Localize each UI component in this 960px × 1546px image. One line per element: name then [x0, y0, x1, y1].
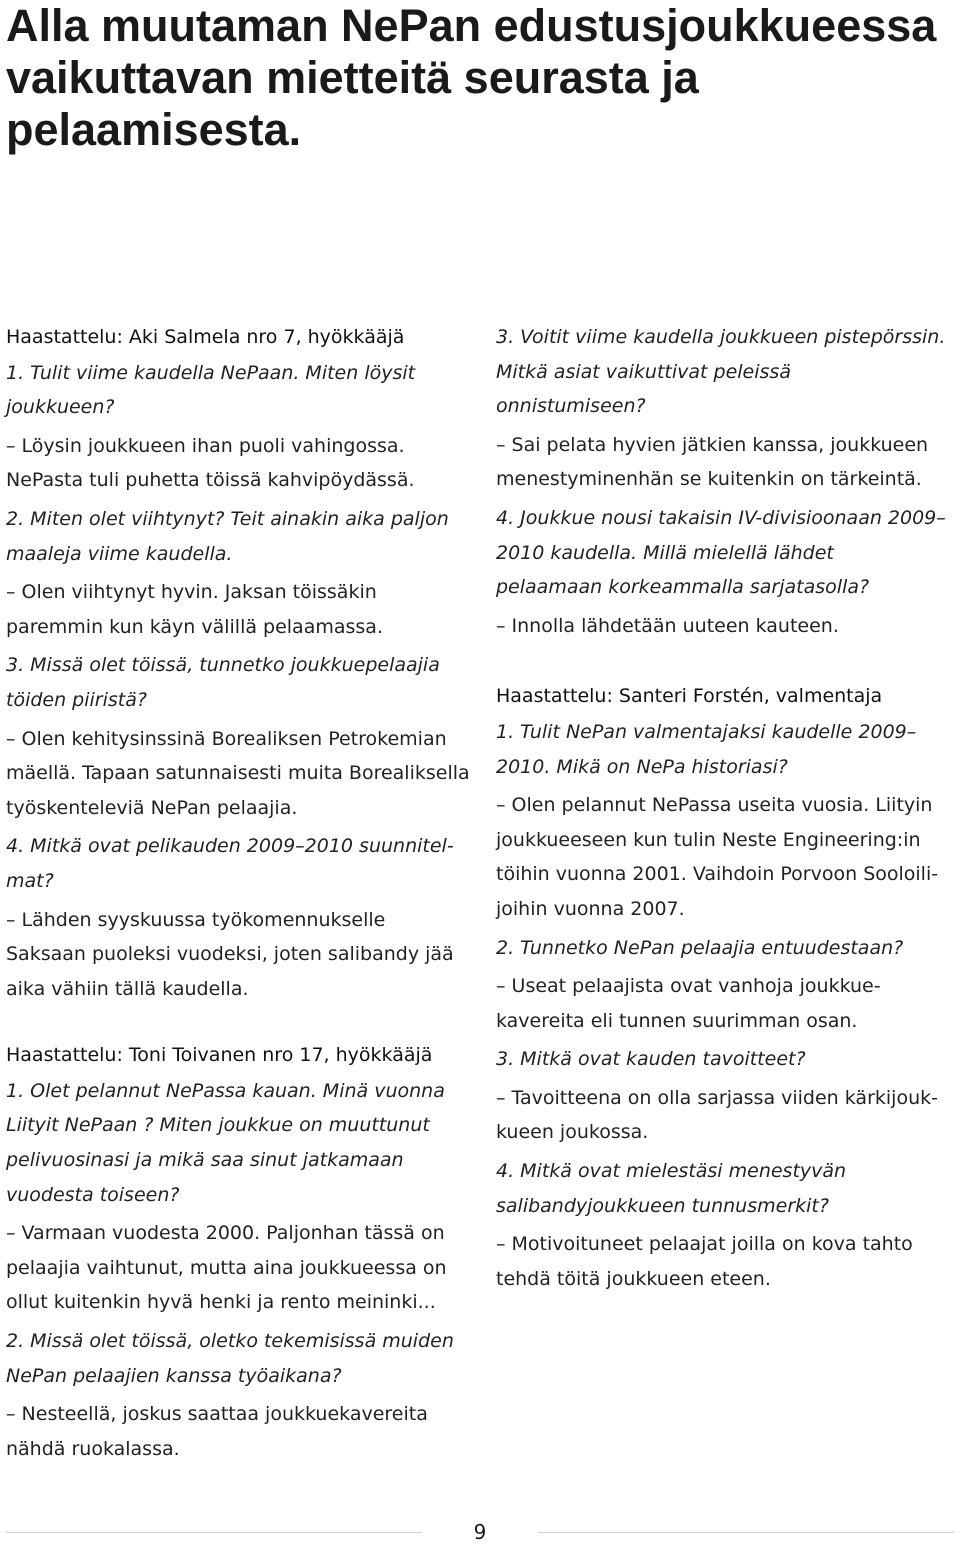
answer: – Lähden syyskuussa työkomennukselle Saksaan puoleksi vuodeksi, joten salibandy jää aika vähiin tällä kaudella.	[6, 908, 454, 1000]
question: 1. Olet pelannut NePassa kauan. Minä vuonna Liityit NePaan ? Miten joukkue on muuttunut pelivuosinasi ja mikä saa sinut jatkamaan vuodesta toiseen?	[6, 1079, 445, 1206]
answer: – Varmaan vuodesta 2000. Paljonhan tässä on pelaajia vaihtunut, mutta aina joukkueessa on ollut kuitenkin hyvä henki ja rento meininki...	[6, 1222, 447, 1314]
section-gap	[496, 647, 946, 679]
right-column	[496, 320, 946, 1300]
answer: – Innolla lähdetään uuteen kauteen.	[496, 614, 839, 637]
question: 1. Tulit viime kaudella NePaan. Miten löysit joukkueen?	[6, 361, 416, 419]
answer: – Sai pelata hyvien jätkien kanssa, joukkueen menestyminenhän se kuitenkin on tärkeintä.	[496, 433, 929, 491]
answer: – Nesteellä, joskus saattaa joukkuekavereita nähdä ruokalassa.	[6, 1403, 428, 1460]
answer: – Tavoitteena on olla sarjassa viiden kärkijoukkueen joukossa.	[496, 1086, 938, 1144]
question: 2. Miten olet viihtynyt? Teit ainakin aika paljon maaleja viime kaudella.	[6, 507, 449, 565]
question: 4. Mitkä ovat mielestäsi menestyvän salibandyjoukkueen tunnusmerkit?	[496, 1160, 847, 1217]
question: 3. Voitit viime kaudella joukkueen pistepörssin. Mitkä asiat vaikuttivat peleissä onnistumiseen?	[496, 326, 946, 418]
answer: – Useat pelaajista ovat vanhoja joukkuekavereita eli tunnen suurimman osan.	[496, 975, 881, 1032]
answer: – Löysin joukkueen ihan puoli vahingossa. NePasta tuli puhetta töissä kahvipöydässä.	[6, 434, 415, 492]
question: 3. Missä olet töissä, tunnetko joukkuepelaajia töiden piiristä?	[6, 654, 440, 711]
page-number: 9	[473, 1520, 487, 1544]
question: 1. Tulit NePan valmentajaksi kaudelle 2009–2010. Mikä on NePa historiasi?	[496, 720, 917, 778]
answer: – Olen pelannut NePassa useita vuosia. Liityin joukkueeseen kun tulin Neste Engineering:in töihin vuonna 2001. Vaihdoin Porvoon Sooloilijoihin vuonna 2007.	[496, 794, 939, 920]
question: 4. Joukkue nousi takaisin IV-divisioonaan 2009–2010 kaudella. Millä mielellä lähdet pelaamaan korkeammalla sarjatasolla?	[496, 506, 946, 599]
interview-title: Haastattelu: Aki Salmela nro 7, hyökkääjä	[6, 326, 405, 348]
answer: – Olen kehitysinssinä Borealiksen Petrokemian mäellä. Tapaan satunnaisesti muita Borealiksella työskenteleviä NePan pelaajia.	[6, 727, 470, 819]
question: 2. Tunnetko NePan pelaajia entuudestaan?	[496, 936, 904, 959]
footer-rule-right	[538, 1532, 954, 1533]
interview-title: Haastattelu: Santeri Forstén, valmentaja	[496, 685, 883, 708]
left-column	[6, 320, 471, 1470]
section-gap	[6, 1010, 471, 1038]
answer: – Olen viihtynyt hyvin. Jaksan töissäkin paremmin kun käyn välillä pelaamassa.	[6, 581, 383, 638]
question: 3. Mitkä ovat kauden tavoitteet?	[496, 1048, 806, 1071]
interview-title: Haastattelu: Toni Toivanen nro 17, hyökkääjä	[6, 1044, 433, 1067]
answer: – Motivoituneet pelaajat joilla on kova tahto tehdä töitä joukkueen eteen.	[496, 1233, 913, 1290]
question: 2. Missä olet töissä, oletko tekemisissä muiden NePan pelaajien kanssa työaikana?	[6, 1330, 454, 1387]
page-headline: Alla muutaman NePan edustusjoukkueessa vaikuttavan mietteitä seurasta ja pelaamisesta.	[6, 0, 937, 155]
question: 4. Mitkä ovat pelikauden 2009–2010 suunnitelmat?	[6, 835, 454, 892]
